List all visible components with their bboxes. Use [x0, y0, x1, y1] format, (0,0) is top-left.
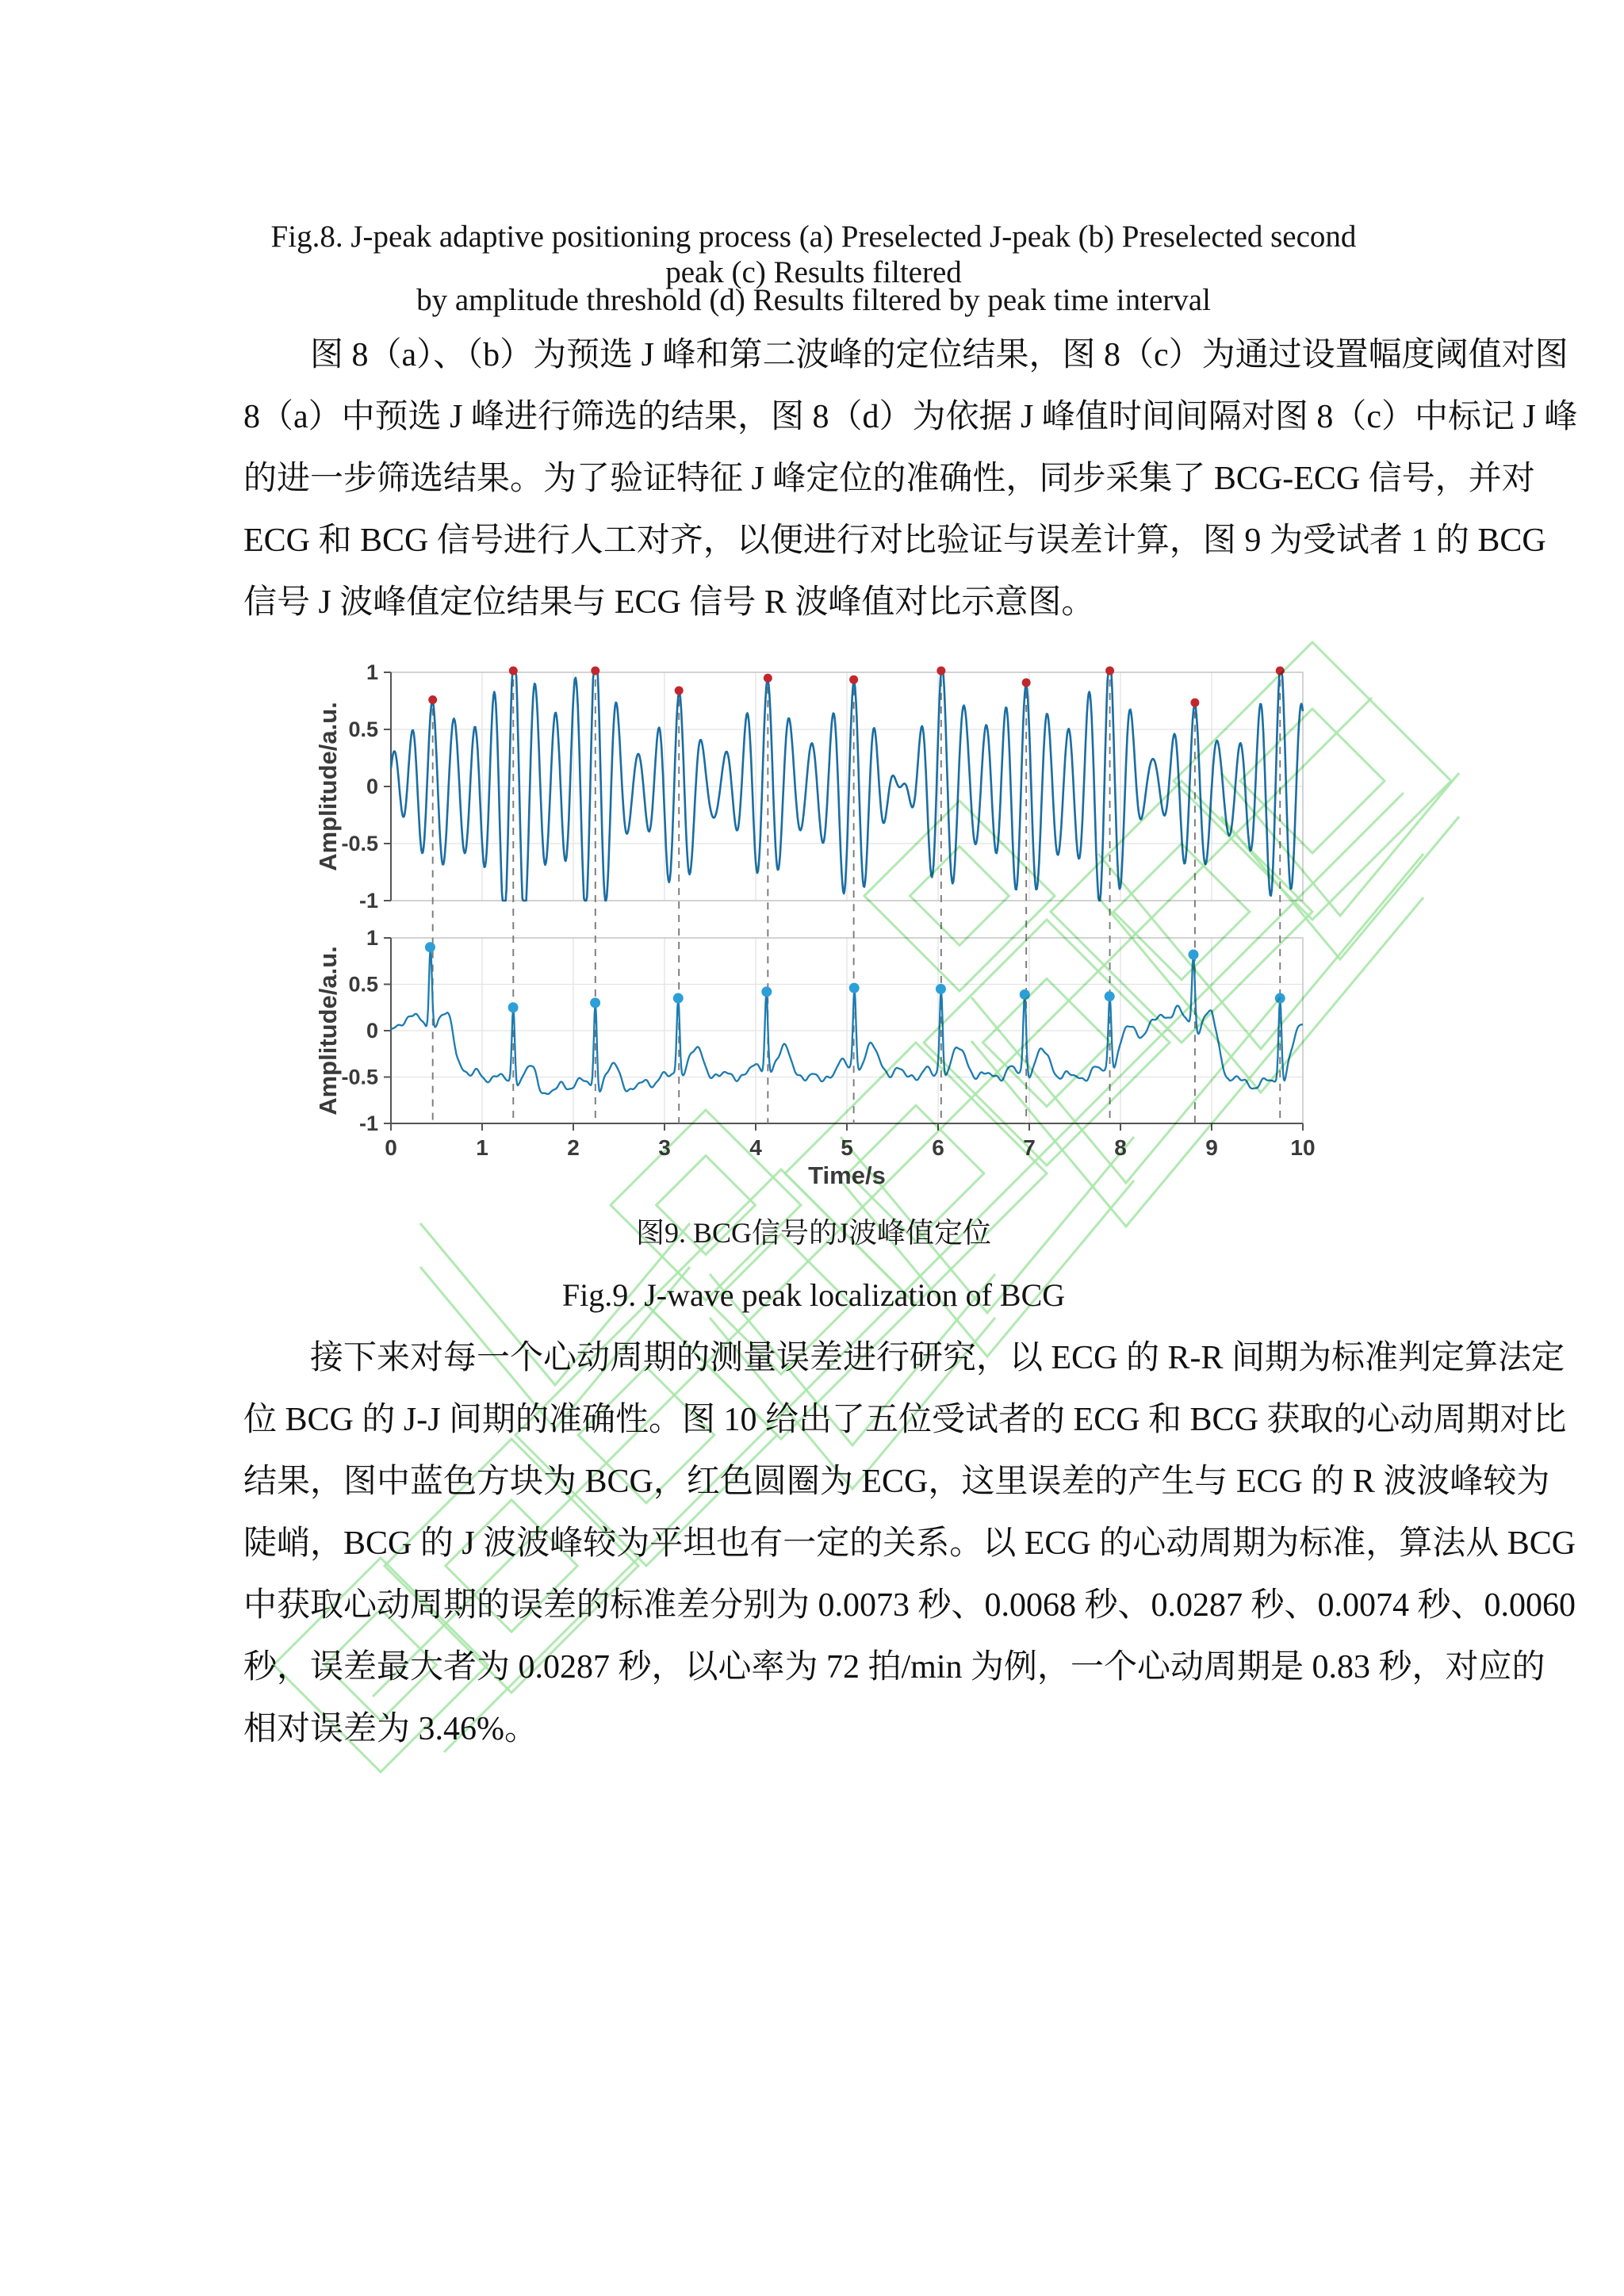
svg-text:-1: -1 — [358, 889, 378, 913]
svg-text:Time/s: Time/s — [808, 1161, 886, 1189]
paragraph-1-line-1: 图 8（a）、（b）为预选 J 峰和第二波峰的定位结果，图 8（c）为通过设置幅度阈值对图 — [310, 337, 1568, 373]
svg-text:3: 3 — [658, 1135, 671, 1160]
paragraph-2-line-2: 位 BCG 的 J-J 间期的准确性。图 10 给出了五位受试者的 ECG 和 BCG 获取的心动周期对比 — [243, 1402, 1567, 1438]
svg-text:-0.5: -0.5 — [341, 1065, 378, 1089]
svg-text:1: 1 — [366, 660, 378, 684]
paragraph-2 — [243, 1327, 1576, 1760]
svg-text:0: 0 — [385, 1135, 397, 1160]
paragraph-1-line-5: 信号 J 波峰值定位结果与 ECG 信号 R 波峰值对比示意图。 — [243, 584, 1095, 621]
svg-text:10: 10 — [1290, 1135, 1316, 1160]
svg-text:0.5: 0.5 — [348, 718, 378, 741]
svg-text:1: 1 — [476, 1135, 488, 1160]
paragraph-2-line-1: 接下来对每一个心动周期的测量误差进行研究，以 ECG 的 R-R 间期为标准判定算法定 — [310, 1340, 1565, 1376]
svg-text:4: 4 — [749, 1135, 762, 1160]
paragraph-1-line-3: 的进一步筛选结果。为了验证特征 J 峰定位的准确性，同步采集了 BCG-ECG 信号，并对 — [243, 461, 1535, 497]
paragraph-1 — [243, 324, 1578, 633]
paragraph-1-line-4: ECG 和 BCG 信号进行人工对齐，以便进行对比验证与误差计算，图 9 为受试者 1 的 BCG — [243, 522, 1546, 559]
svg-text:Amplitude/a.u.: Amplitude/a.u. — [314, 702, 342, 871]
svg-text:0: 0 — [366, 775, 378, 798]
figure9-caption-chinese: 图9. BCG信号的J波峰值定位 — [635, 1217, 992, 1249]
svg-text:2: 2 — [567, 1135, 580, 1160]
svg-text:0: 0 — [366, 1019, 378, 1043]
paragraph-2-line-6: 秒，误差最大者为 0.0287 秒，以心率为 72 拍/min 为例，一个心动周期是 0.83 秒，对应的 — [243, 1649, 1545, 1686]
svg-text:6: 6 — [932, 1135, 944, 1160]
paragraph-2-line-5: 中获取心动周期的误差的标准差分别为 0.0073 秒、0.0068 秒、0.0287 秒、0.0074 秒、0.0060 — [243, 1587, 1576, 1624]
figure8-caption-line1: Fig.8. J-peak adaptive positioning process (a) Preselected J-peak (b) Preselected second peak (c) Results filtered — [270, 220, 1357, 289]
svg-text:-1: -1 — [358, 1112, 378, 1135]
figure9-caption-english: Fig.9. J-wave peak localization of BCG — [561, 1277, 1066, 1313]
svg-text:9: 9 — [1205, 1135, 1218, 1160]
figure9-bcg-ecg-chart — [309, 646, 1348, 1201]
figure8-caption-line2: by amplitude threshold (d) Results filtered by peak time interval — [416, 283, 1211, 317]
paragraph-2-line-7: 相对误差为 3.46%。 — [243, 1711, 538, 1747]
svg-text:0.5: 0.5 — [348, 972, 378, 997]
svg-text:7: 7 — [1023, 1135, 1036, 1160]
paragraph-2-line-4: 陡峭，BCG 的 J 波波峰较为平坦也有一定的关系。以 ECG 的心动周期为标准，算法从 BCG — [243, 1525, 1576, 1562]
svg-text:Amplitude/a.u.: Amplitude/a.u. — [314, 946, 342, 1115]
svg-text:-0.5: -0.5 — [341, 832, 378, 855]
svg-text:8: 8 — [1114, 1135, 1127, 1160]
paragraph-1-line-2: 8（a）中预选 J 峰进行筛选的结果，图 8（d）为依据 J 峰值时间间隔对图 8（c）中标记 J 峰 — [243, 399, 1578, 435]
paragraph-2-line-3: 结果，图中蓝色方块为 BCG，红色圆圈为 ECG，这里误差的产生与 ECG 的 R 波波峰较为 — [243, 1464, 1550, 1500]
svg-text:1: 1 — [366, 926, 378, 950]
svg-text:5: 5 — [841, 1135, 853, 1160]
